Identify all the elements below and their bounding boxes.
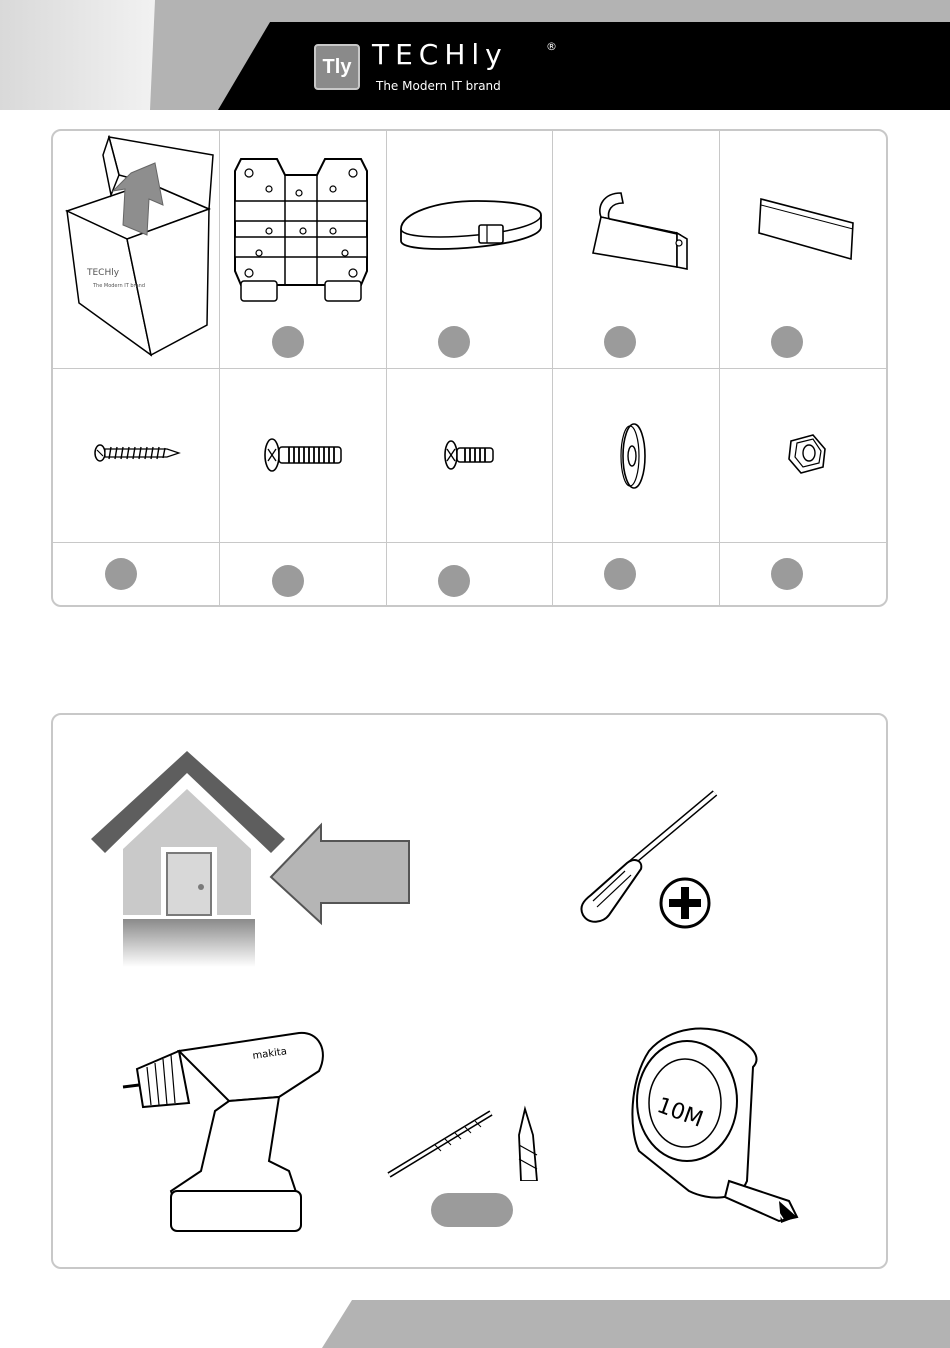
drill-bits-icon xyxy=(385,1105,545,1181)
strap-icon xyxy=(397,191,545,261)
part-number-badge xyxy=(438,326,470,358)
box-tagline-text: The Modern IT brand xyxy=(93,283,145,289)
tools-panel xyxy=(51,713,888,1269)
page-footer xyxy=(0,1300,950,1348)
part-number-badge xyxy=(604,558,636,590)
page-header xyxy=(0,0,950,110)
box-brand-text: TECHly xyxy=(87,268,120,278)
package-box-icon xyxy=(59,135,215,357)
washer-icon xyxy=(619,421,649,491)
wood-screw-icon xyxy=(93,443,181,463)
clip-icon xyxy=(581,187,691,273)
part-number-badge xyxy=(771,558,803,590)
grid-divider xyxy=(53,542,886,543)
nut-icon xyxy=(783,431,829,477)
drill-icon xyxy=(119,1021,349,1239)
drill-bit-size-badge xyxy=(431,1193,513,1227)
phillips-screwdriver-icon xyxy=(579,789,719,931)
logo-mark: Tly xyxy=(314,44,360,90)
part-number-badge xyxy=(604,326,636,358)
grid-divider xyxy=(53,368,886,369)
short-bolt-icon xyxy=(443,437,497,473)
part-number-badge xyxy=(272,326,304,358)
pad-icon xyxy=(757,193,857,267)
logo-tagline: The Modern IT brand xyxy=(376,79,501,93)
registered-mark: ® xyxy=(546,40,557,53)
part-number-badge xyxy=(105,558,137,590)
part-number-badge xyxy=(438,565,470,597)
part-number-badge xyxy=(272,565,304,597)
svg-text:makita: makita xyxy=(251,1046,288,1062)
package-contents-panel xyxy=(51,129,888,607)
part-number-badge xyxy=(771,326,803,358)
tape-measure-icon xyxy=(629,1021,809,1227)
brand-logo xyxy=(314,38,564,100)
tape-measure-label: 10M xyxy=(653,1093,707,1133)
long-bolt-icon xyxy=(263,435,343,475)
house-indoor-icon xyxy=(91,749,423,971)
vesa-bracket-icon xyxy=(229,153,379,307)
logo-wordmark: TECHly xyxy=(372,38,508,71)
